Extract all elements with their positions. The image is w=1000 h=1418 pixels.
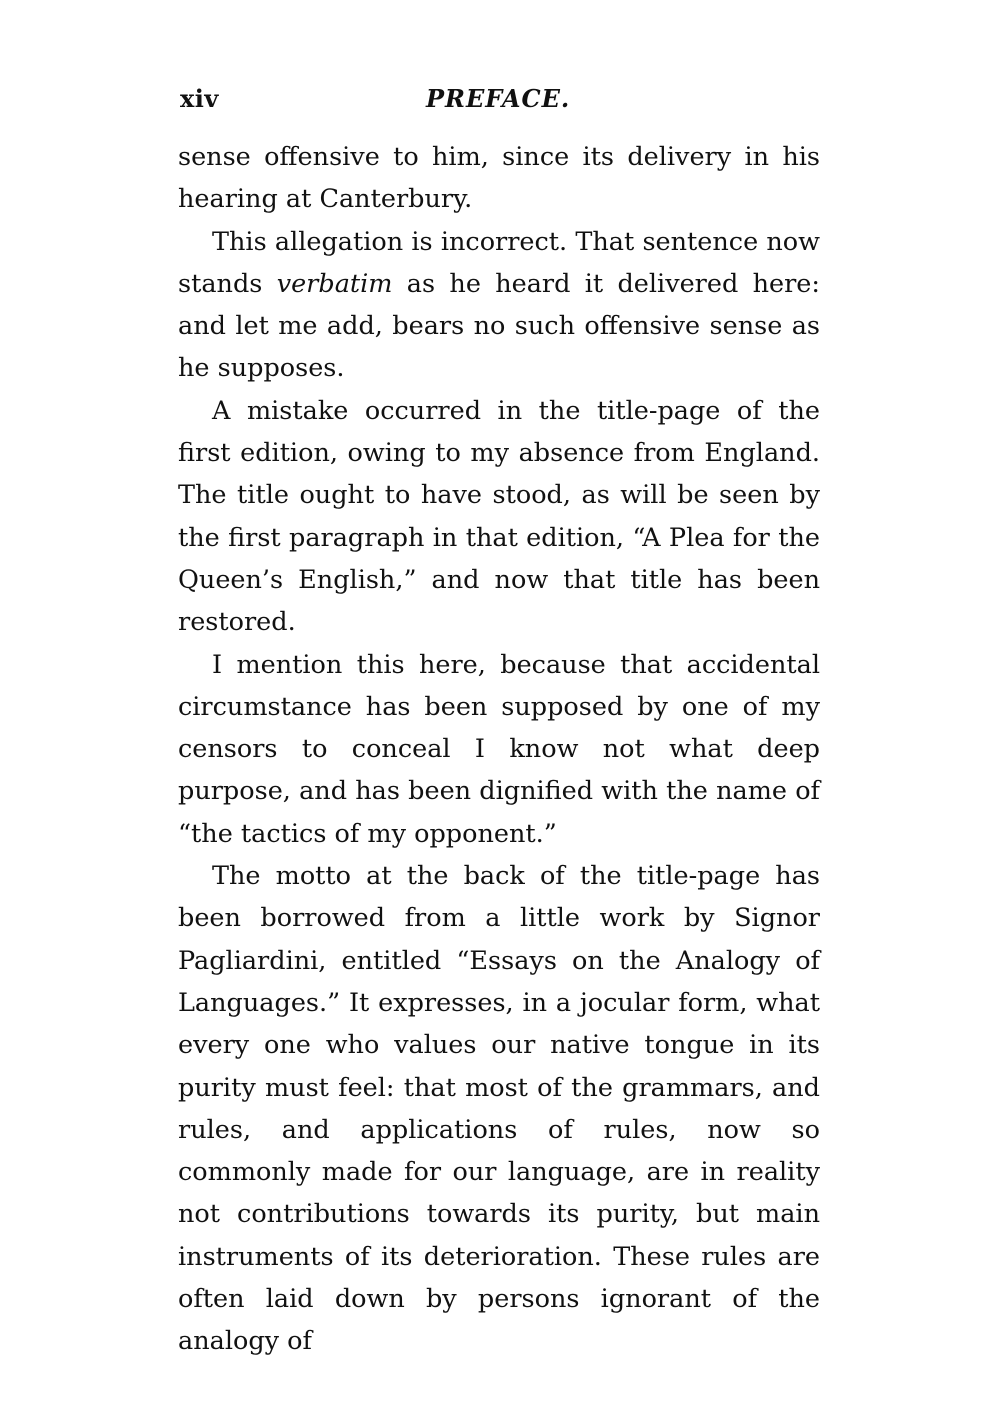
paragraph-continuation: sense offensive to him, since its delivery in his hearing at Canterbury.	[178, 142, 820, 215]
italic-word-verbatim: verbatim	[276, 268, 393, 299]
body-text	[178, 136, 820, 1363]
paragraph-motto: The motto at the back of the title-page has been borrowed from a little work by Signor Pagliardini, entitled “Essays on the Analogy of Languages.” It expresses, in a jocular form, what every one who values our native tongue in its purity must feel: that most of the grammars, and rules, and applications of rules, now so commonly made for our language, are in reality not contributions towards its purity, but main instruments of its deterioration. These rules are often laid down by persons ignorant of the analogy of	[178, 861, 820, 1357]
running-head: PREFACE.	[426, 84, 571, 113]
paragraph-mention: I mention this here, because that accidental circumstance has been supposed by one of my censors to conceal I know not what deep purpose, and has been dignified with the name of “the tactics of my opponent.”	[178, 649, 820, 849]
paragraph-allegation-after: as he heard it delivered here: and let me add, bears no such offensive sense as he supposes.	[178, 268, 820, 384]
page-number: xiv	[180, 84, 219, 113]
paragraph-allegation	[178, 221, 820, 390]
paragraph-allegation-before: This allegation is incorrect. That sentence now stands	[178, 226, 820, 299]
paragraph-title-page: A mistake occurred in the title-page of the first edition, owing to my absence from England. The title ought to have stood, as will be seen by the first paragraph in that edition, “A Plea for the Queen’s English,” and now that title has been restored.	[178, 395, 820, 638]
page-header	[178, 84, 820, 120]
book-page	[178, 0, 820, 1418]
